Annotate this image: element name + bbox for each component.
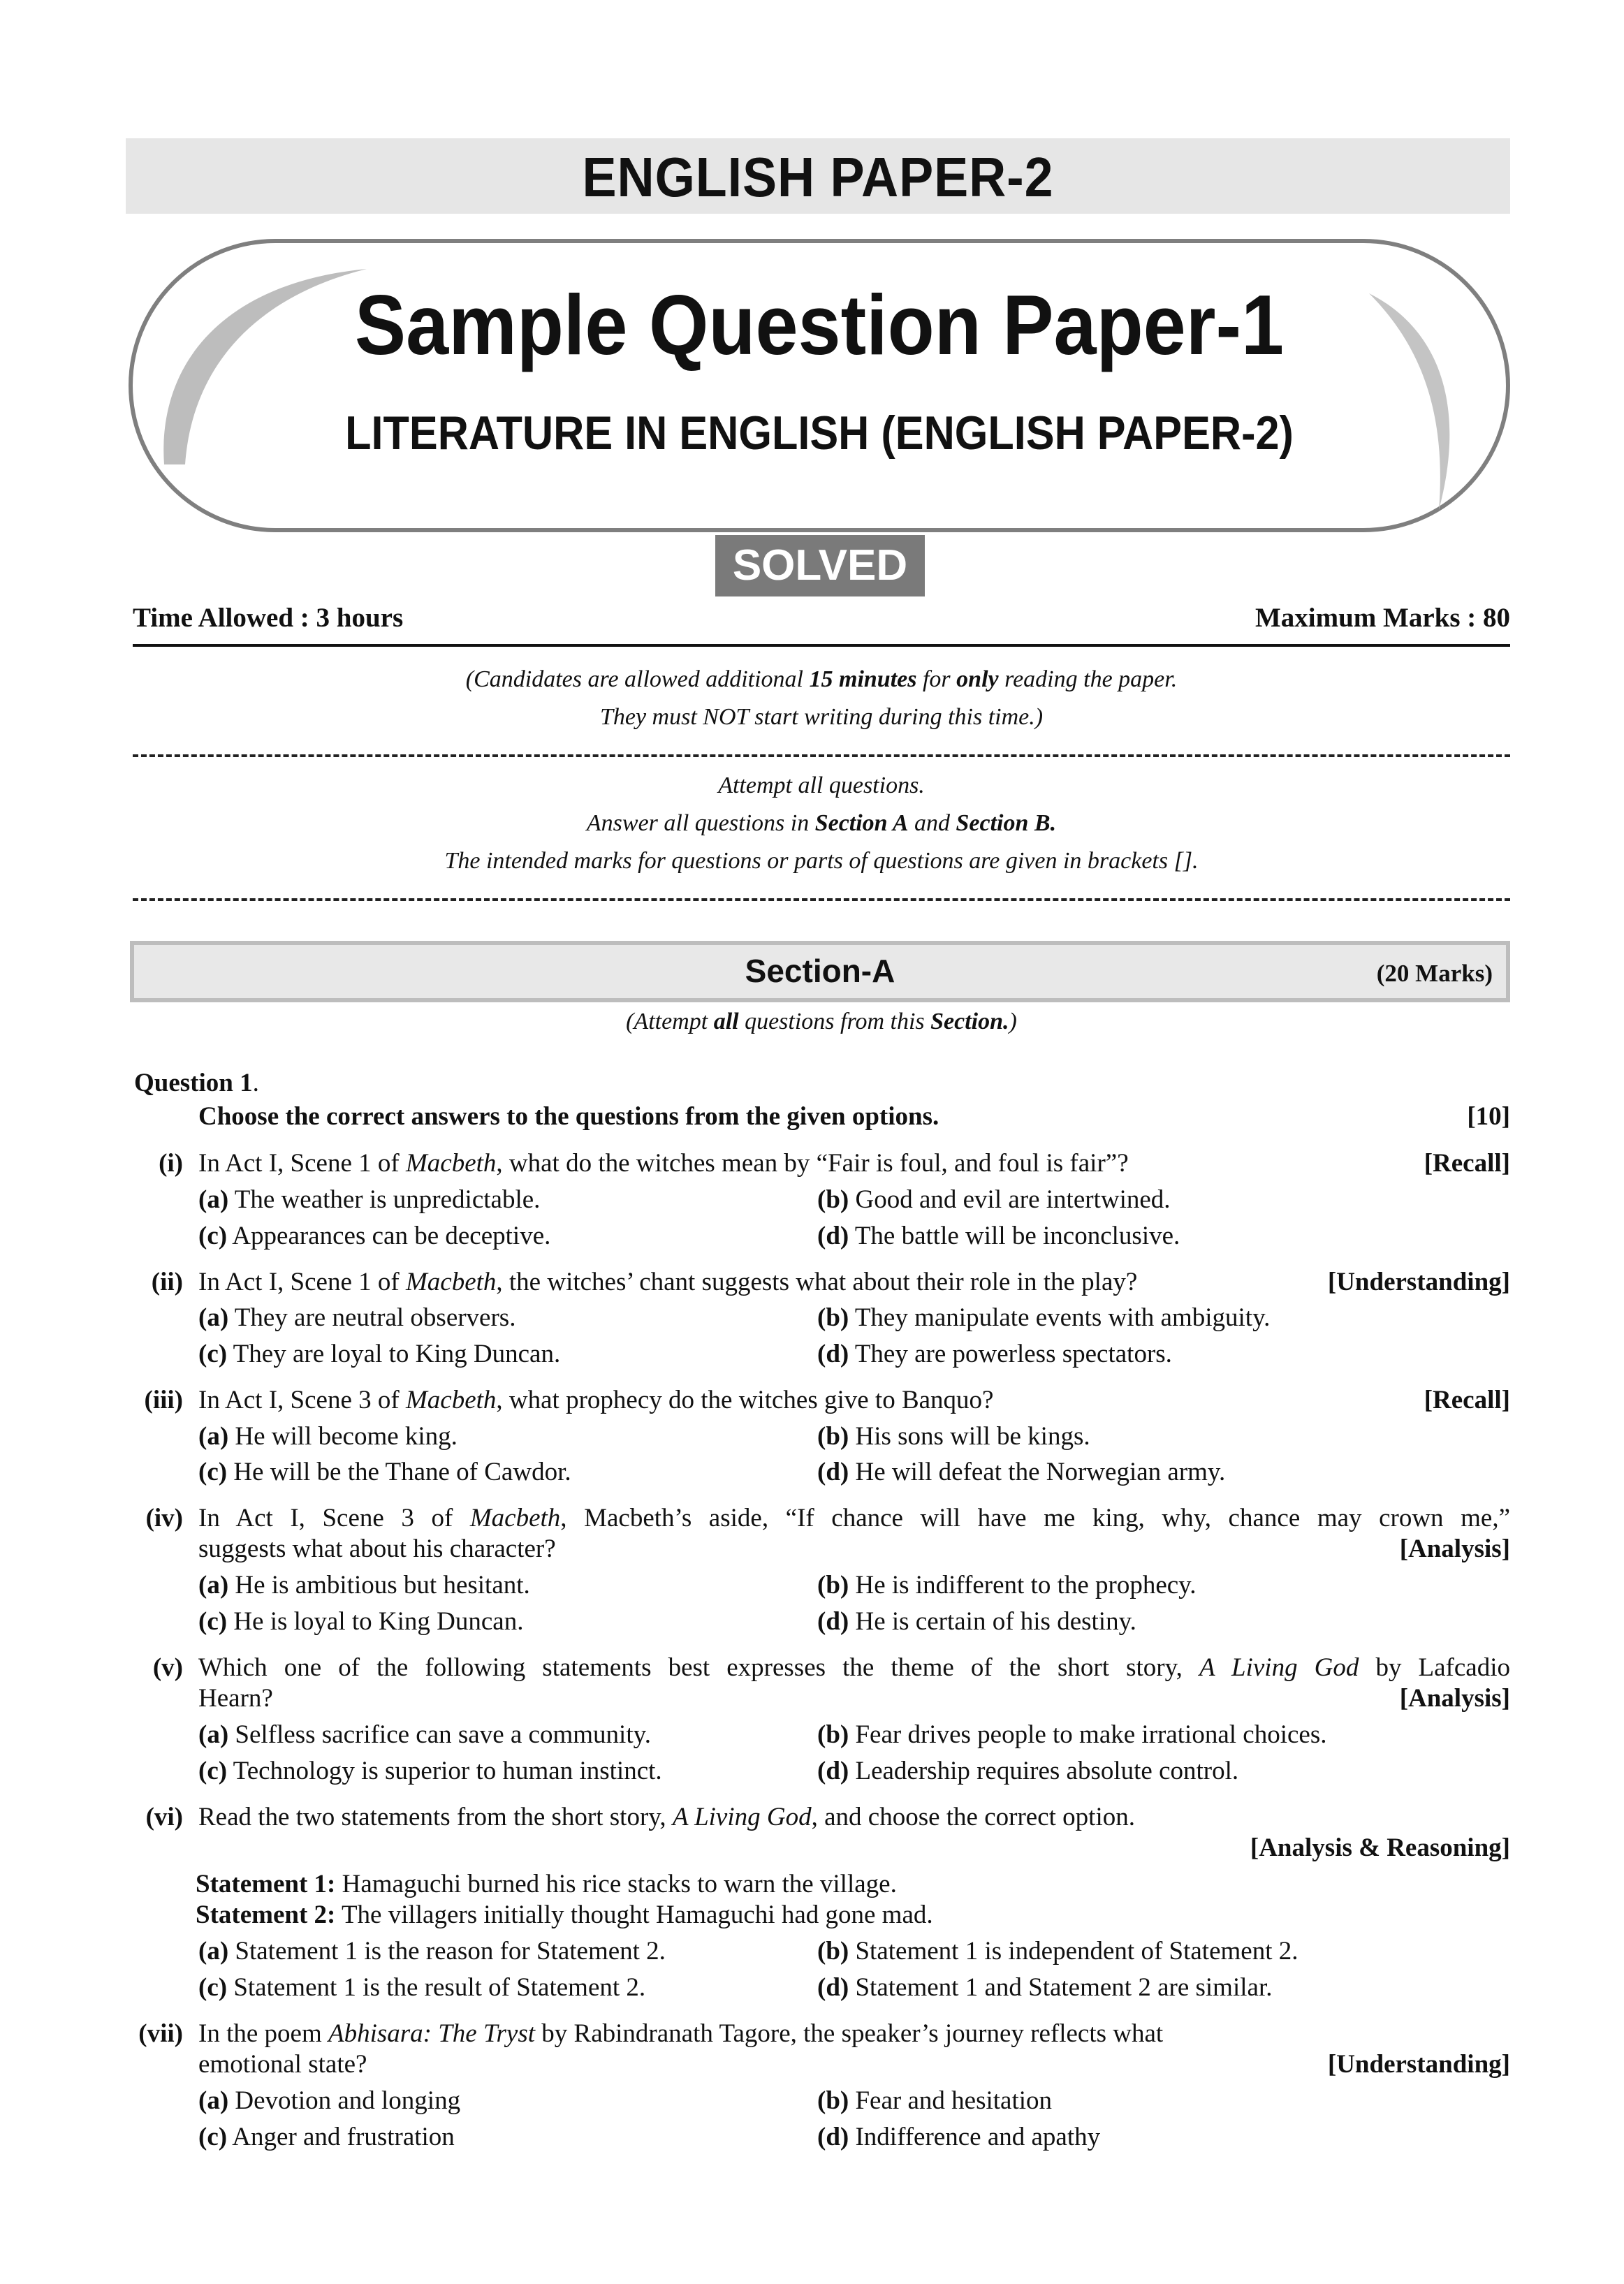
option-a: (a) Selfless sacrifice can save a community.: [198, 1720, 651, 1749]
option-b: (b) He is indifferent to the prophecy.: [817, 1571, 1197, 1599]
item-stem: In Act I, Scene 1 of Macbeth, the witches’ chant suggests what about their role in the play?: [198, 1268, 1138, 1296]
item-stem-continued: Hearn?: [198, 1684, 273, 1713]
option-a: (a) Devotion and longing: [198, 2086, 461, 2115]
item-tag: [Recall]: [1424, 1386, 1510, 1414]
option-c: (c) He is loyal to King Duncan.: [198, 1607, 524, 1636]
item-number: (iv): [145, 1504, 183, 1532]
page-title: Sample Question Paper-1: [354, 277, 1285, 372]
instruction-line-3: The intended marks for questions or parts of questions are given in brackets [].: [444, 848, 1199, 874]
note-line-2: They must NOT start writing during this time.): [599, 704, 1044, 730]
section-title: Section-A: [745, 953, 895, 989]
section-note: (Attempt all questions from this Section.): [626, 1009, 1017, 1034]
option-d: (d) He will defeat the Norwegian army.: [817, 1458, 1226, 1486]
option-a: (a) They are neutral observers.: [198, 1303, 516, 1332]
item-stem: In Act I, Scene 1 of Macbeth, what do the witches mean by “Fair is foul, and foul is fair”?: [198, 1149, 1129, 1178]
option-b: (b) Good and evil are intertwined.: [817, 1185, 1171, 1214]
question-instruction: Choose the correct answers to the questions from the given options.: [198, 1102, 939, 1131]
item-number: (i): [159, 1149, 183, 1178]
item-number: (vii): [138, 2019, 183, 2048]
item-stem-continued: suggests what about his character?: [198, 1535, 556, 1563]
option-d: (d) The battle will be inconclusive.: [817, 1222, 1180, 1250]
item-tag: [Analysis]: [1399, 1684, 1510, 1713]
instruction-line-2: Answer all questions in Section A and Section B.: [586, 810, 1057, 836]
option-b: (b) Statement 1 is independent of Statement 2.: [817, 1937, 1299, 1965]
item-tag: [Understanding]: [1327, 1268, 1510, 1296]
section-marks: (20 Marks): [1376, 960, 1493, 987]
option-d: (d) He is certain of his destiny.: [817, 1607, 1136, 1636]
item-stem: In the poem Abhisara: The Tryst by Rabindranath Tagore, the speaker’s journey reflects what: [198, 2019, 1164, 2048]
option-d: (d) Indifference and apathy: [817, 2123, 1101, 2151]
statement-1: Statement 1: Hamaguchi burned his rice stacks to warn the village.: [196, 1870, 897, 1898]
option-a: (a) The weather is unpredictable.: [198, 1185, 541, 1214]
option-b: (b) His sons will be kings.: [817, 1422, 1090, 1451]
option-c: (c) Appearances can be deceptive.: [198, 1222, 551, 1250]
item-tag: [Recall]: [1424, 1149, 1510, 1178]
option-d: (d) Leadership requires absolute control.: [817, 1757, 1239, 1785]
dashed-divider: [133, 898, 1510, 901]
option-a: (a) He will become king.: [198, 1422, 458, 1451]
option-c: (c) Anger and frustration: [198, 2123, 455, 2151]
paper-name: ENGLISH PAPER-2: [582, 146, 1054, 208]
instruction-line-1: Attempt all questions.: [718, 773, 925, 798]
item-number: (v): [152, 1653, 183, 1682]
question-marks: [10]: [1467, 1102, 1510, 1131]
option-d: (d) Statement 1 and Statement 2 are similar.: [817, 1973, 1273, 2002]
item-number: (vi): [145, 1803, 183, 1831]
question-label: Question 1.: [134, 1069, 259, 1097]
option-d: (d) They are powerless spectators.: [817, 1340, 1172, 1368]
item-number: (iii): [144, 1386, 183, 1414]
dashed-divider: [133, 754, 1510, 757]
page-subtitle: LITERATURE IN ENGLISH (ENGLISH PAPER-2): [345, 407, 1294, 460]
item-stem: In Act I, Scene 3 of Macbeth, Macbeth’s aside, “If chance will have me king, why, chance may crown me,”: [198, 1504, 1510, 1532]
item-stem: Read the two statements from the short story, A Living God, and choose the correct option.: [198, 1803, 1135, 1831]
item-stem: In Act I, Scene 3 of Macbeth, what prophecy do the witches give to Banquo?: [198, 1386, 994, 1414]
option-b: (b) Fear and hesitation: [817, 2086, 1053, 2115]
option-a: (a) Statement 1 is the reason for Statement 2.: [198, 1937, 666, 1965]
maximum-marks: Maximum Marks : 80: [1254, 603, 1510, 633]
option-c: (c) They are loyal to King Duncan.: [198, 1340, 561, 1368]
item-stem: Which one of the following statements best expresses the theme of the short story, A Living God by Lafcadio: [198, 1653, 1510, 1682]
option-c: (c) Technology is superior to human instinct.: [198, 1757, 662, 1785]
option-b: (b) They manipulate events with ambiguity.: [817, 1303, 1271, 1332]
time-allowed: Time Allowed : 3 hours: [133, 603, 404, 633]
item-stem-continued: emotional state?: [198, 2050, 367, 2079]
item-tag: [Analysis & Reasoning]: [1250, 1833, 1510, 1862]
option-c: (c) Statement 1 is the result of Statement 2.: [198, 1973, 646, 2002]
item-number: (ii): [151, 1268, 183, 1296]
solved-badge: SOLVED: [715, 535, 925, 596]
divider: [133, 644, 1510, 647]
option-a: (a) He is ambitious but hesitant.: [198, 1571, 530, 1599]
statement-2: Statement 2: The villagers initially thought Hamaguchi had gone mad.: [196, 1901, 933, 1929]
item-tag: [Understanding]: [1327, 2050, 1510, 2079]
option-b: (b) Fear drives people to make irrational choices.: [817, 1720, 1327, 1749]
option-c: (c) He will be the Thane of Cawdor.: [198, 1458, 571, 1486]
note-line-1: (Candidates are allowed additional 15 minutes for only reading the paper.: [465, 666, 1178, 692]
item-tag: [Analysis]: [1399, 1535, 1510, 1563]
